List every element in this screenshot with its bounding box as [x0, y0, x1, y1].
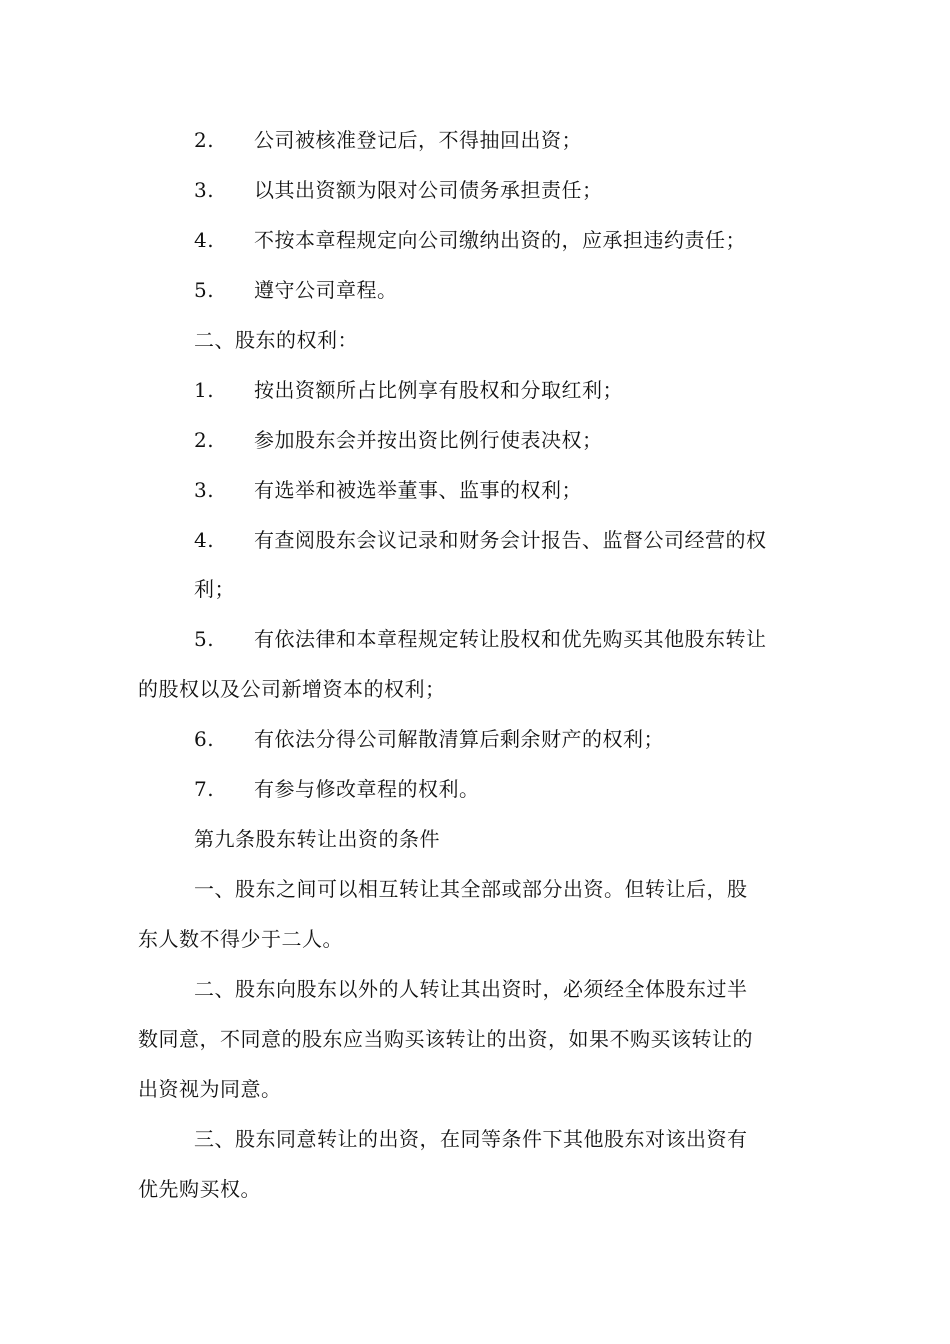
item-text: 按出资额所占比例享有股权和分取红利；: [254, 378, 623, 402]
item-text: 公司被核准登记后，不得抽回出资；: [254, 128, 582, 152]
item-number: 1.: [194, 378, 215, 402]
item-text: 参加股东会并按出资比例行使表决权；: [254, 428, 603, 452]
item-number: 5.: [194, 627, 215, 651]
paragraph-line: 数同意，不同意的股东应当购买该转让的出资，如果不购买该转让的: [138, 1027, 753, 1051]
item-number: 2.: [194, 428, 215, 452]
item-text: 有依法分得公司解散清算后剩余财产的权利；: [254, 727, 664, 751]
article-title: 第九条股东转让出资的条件: [194, 827, 440, 851]
item-text: 有查阅股东会议记录和财务会计报告、监督公司经营的权: [254, 528, 767, 552]
paragraph-line: 二、股东向股东以外的人转让其出资时，必须经全体股东过半: [194, 977, 748, 1001]
item-text: 以其出资额为限对公司债务承担责任；: [254, 178, 603, 202]
item-continuation: 的股权以及公司新增资本的权利；: [138, 677, 446, 701]
section-heading: 二、股东的权利：: [194, 328, 358, 352]
paragraph-line: 优先购买权。: [138, 1177, 261, 1201]
item-number: 5.: [194, 278, 215, 302]
item-text: 遵守公司章程。: [254, 278, 398, 302]
paragraph-line: 三、股东同意转让的出资，在同等条件下其他股东对该出资有: [194, 1127, 748, 1151]
item-number: 7.: [194, 777, 215, 801]
paragraph-line: 东人数不得少于二人。: [138, 927, 343, 951]
item-text: 有选举和被选举董事、监事的权利；: [254, 478, 582, 502]
item-text: 有参与修改章程的权利。: [254, 777, 480, 801]
paragraph-line: 一、股东之间可以相互转让其全部或部分出资。但转让后，股: [194, 877, 748, 901]
item-number: 4.: [194, 228, 215, 252]
item-text: 有依法律和本章程规定转让股权和优先购买其他股东转让: [254, 627, 767, 651]
item-number: 6.: [194, 727, 215, 751]
item-number: 2.: [194, 128, 215, 152]
paragraph-line: 出资视为同意。: [138, 1077, 282, 1101]
item-text: 不按本章程规定向公司缴纳出资的，应承担违约责任；: [254, 228, 746, 252]
item-number: 3.: [194, 178, 215, 202]
item-number: 3.: [194, 478, 215, 502]
item-continuation: 利；: [194, 577, 235, 601]
item-number: 4.: [194, 528, 215, 552]
